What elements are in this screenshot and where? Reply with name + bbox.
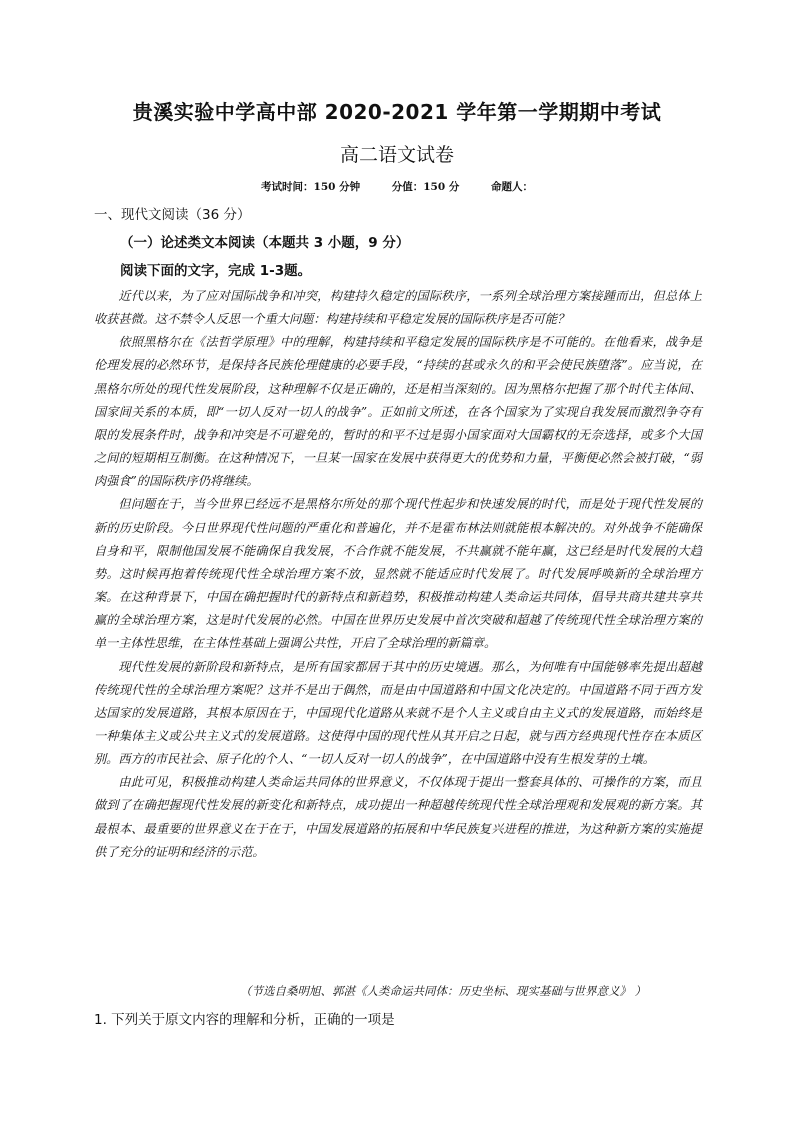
section-heading-part1: 一、现代文阅读（36 分） (94, 207, 251, 223)
exam-score: 分值：150 分 (391, 181, 460, 193)
passage-source: （节选自桑明旭、郭湛《人类命运共同体：历史坐标、现实基础与世界意义》 ） (240, 984, 647, 998)
question-1: 1. 下列关于原文内容的理解和分析，正确的一项是 (94, 1012, 395, 1028)
exam-title: 贵溪实验中学高中部 2020-2021 学年第一学期期中考试 (132, 100, 662, 124)
passage-paragraph: 由此可见，积极推动构建人类命运共同体的世界意义，不仅体现于提出一整套具体的、可操作的方案，而且做到了在确把握现代性发展的新变化和新特点，成功提出一种超越传统现代性全球治理观和发展观的新方案。其最根本、最重要的世界意义在于在于，中国发展道路的拓展和中华民族复兴进程的推进，为这种新方案的实施提供了充分的证明和经济的示范。 (94, 775, 702, 859)
exam-subtitle: 高二语文试卷 (339, 144, 454, 166)
exam-setter: 命题人： (490, 181, 533, 193)
section-heading-argumentative: （一）论述类文本阅读（本题共 3 小题，9 分） (120, 235, 410, 251)
passage-paragraph: 依照黑格尔在《法哲学原理》中的理解，构建持续和平稳定发展的国际秩序是不可能的。在他看来，战争是伦理发展的必然环节，是保持各民族伦理健康的必要手段，“持续的甚或永久的和平会使民族堕落”。应当说，在黑格尔所处的现代性发展阶段，这种理解不仅是正确的，还是相当深刻的。因为黑格尔把握了那个时代主体间、国家间关系的本质，即“一切人反对一切人的战争”。正如前文所述，在各个国家为了实现自我发展而激烈争夺有限的发展条件时，战争和冲突是不可避免的，暂时的和平不过是弱小国家面对大国霸权的无奈选择，或多个大国之间的短期相互制衡。在这种情况下，一旦某一国家在发展中获得更大的优势和力量，平衡便必然会被打破，“弱肉强食”的国际秩序仍将继续。 (94, 335, 702, 489)
reading-instruction: 阅读下面的文字，完成 1-3题。 (120, 263, 312, 279)
passage-paragraph: 但问题在于，当今世界已经远不是黑格尔所处的那个现代性起步和快速发展的时代，而是处于现代性发展的新的历史阶段。今日世界现代性问题的严重化和普遍化，并不是霍布林法则就能根本解决的。对外战争不能确保自身和平，限制他国发展不能确保自我发展，不合作就不能发展，不共赢就不能年赢，这已经是时代发展的大趋势。这时候再抱着传统现代性全球治理方案不放，显然就不能适应时代发展了。时代发展呼唤新的全球治理方案。在这种背景下，中国在确把握时代的新特点和新趋势，积极推动构建人类命运共同体，倡导共商共建共享共赢的全球治理方案，这是时代发展的必然。中国在世界历史发展中首次突破和超越了传统现代性全球治理方案的单一主体性思维，在主体性基础上强调公共性，开启了全球治理的新篇章。 (94, 497, 702, 651)
passage-paragraph: 现代性发展的新阶段和新特点，是所有国家都居于其中的历史境遇。那么，为何唯有中国能够率先提出超越传统现代性的全球治理方案呢？这并不是出于偶然，而是由中国道路和中国文化决定的。中国道路不同于西方发达国家的发展道路，其根本原因在于，中国现代化道路从来就不是个人主义或自由主义式的发展道路，而始终是一种集体主义或公共主义式的发展道路。这使得中国的现代性从其开启之日起，就与西方经典现代性存在本质区别。西方的市民社会、原子化的个人、“一切人反对一切人的战争”，在中国道路中没有生根发芽的土壤。 (94, 659, 702, 767)
passage-paragraph: 近代以来，为了应对国际战争和冲突，构建持久稳定的国际秩序，一系列全球治理方案接踵而出，但总体上收获甚微。这不禁令人反思一个重大问题：构建持续和平稳定发展的国际秩序是否可能？ (94, 289, 702, 327)
reading-passage (94, 285, 702, 864)
exam-meta (0, 179, 794, 194)
exam-time: 考试时间：150 分钟 (261, 181, 361, 193)
